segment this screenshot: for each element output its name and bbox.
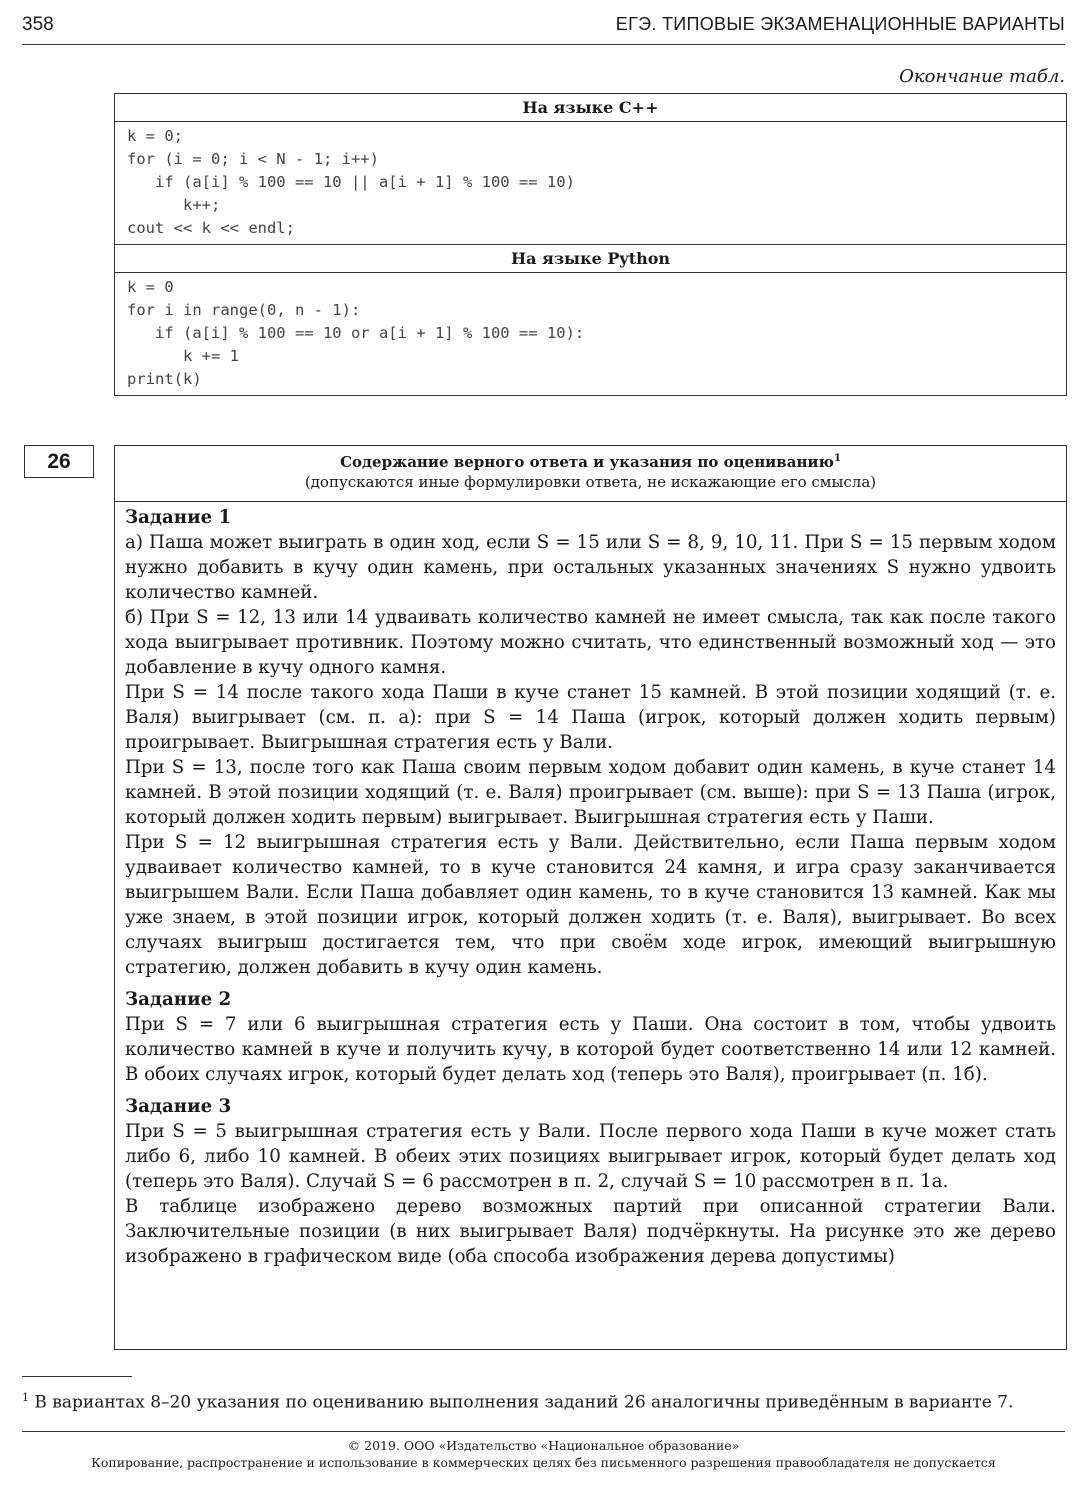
task-1-part-a: а) Паша может выиграть в один ход, если S = 15 или S = 8, 9, 10, 11. При S = 15 первым ходом нужно добавить в кучу один камень, при остальных указанных значениях S нужно удвоить количество камней. <box>125 532 1056 603</box>
task-1-title: Задание 1 <box>125 507 232 528</box>
table-caption: Окончание табл. <box>899 66 1065 87</box>
page-number: 358 <box>22 14 54 35</box>
footnote-ref: 1 <box>833 453 841 464</box>
code-table <box>114 93 1067 396</box>
code-line: k = 0; <box>127 127 183 145</box>
cpp-heading: На языке С++ <box>115 94 1066 122</box>
footnote-divider <box>22 1376 132 1377</box>
code-line: if (a[i] % 100 == 10 or a[i + 1] % 100 == 10): <box>127 324 585 342</box>
footnote-mark: 1 <box>22 1391 29 1404</box>
task-3-text-b: В таблице изображено дерево возможных партий при описанной стратегии Вали. Заключительные позиции (в них выигрывает Валя) подчёркнуты. На рисунке это же дерево изображено в графическом виде (оба способа изображения дерева допустимы) <box>125 1196 1056 1267</box>
python-heading: На языке Python <box>115 244 1066 273</box>
task-1-s14: При S = 14 после такого хода Паши в куче станет 15 камней. В этой позиции ходящий (т. е. Валя) выигрывает (см. п. а): при S = 14 Паша (игрок, который должен ходить первым) проигрывает. Выигрышная стратегия есть у Вали. <box>125 682 1056 753</box>
copyright-notice: Копирование, распространение и использование в коммерческих целях без письменного разрешения правообладателя не допускается <box>91 1455 996 1470</box>
answer-subheading: (допускаются иные формулировки ответа, не искажающие его смысла) <box>304 473 877 491</box>
task-1-s12: При S = 12 выигрышная стратегия есть у Вали. Действительно, если Паша первым ходом удваивает количество камней, то в куче становится 24 камня, и игра сразу заканчивается выигрышем Вали. Если Паша добавляет один камень, то в куче становится 13 камней. Как мы уже знаем, в этой позиции игрок, который должен ходить (т. е. Валя), выигрывает. Во всех случаях выигрыш достигается тем, что при своём ходе игрок, имеющий выигрышную стратегию, должен добавить в кучу один камень. <box>125 832 1056 978</box>
code-line: if (a[i] % 100 == 10 || a[i + 1] % 100 == 10) <box>127 173 575 191</box>
footer-divider <box>22 1431 1065 1432</box>
answer-body <box>115 502 1066 1269</box>
task-1-part-b: б) При S = 12, 13 или 14 удваивать количество камней не имеет смысла, так как после такого хода выигрывает противник. Поэтому можно считать, что единственный возможный ход — это добавление в кучу одного камня. <box>125 607 1056 678</box>
task-2-text: При S = 7 или 6 выигрышная стратегия есть у Паши. Она состоит в том, чтобы удвоить количество камней в куче и получить кучу, в которой будет соответственно 14 или 12 камней. В обоих случаях игрок, который будет делать ход (теперь это Валя), проигрывает (п. 1б). <box>125 1014 1056 1085</box>
code-line: k++; <box>127 196 221 214</box>
code-line: k += 1 <box>127 347 239 365</box>
task-1-s13: При S = 13, после того как Паша своим первым ходом добавит один камень, в куче станет 14 камней. В этой позиции ходящий (т. е. Валя) проигрывает (см. выше): при S = 13 Паша (игрок, который должен ходить первым) выигрывает. Выигрышная стратегия есть у Паши. <box>125 757 1056 828</box>
answer-heading-text: Содержание верного ответа и указания по оцениванию <box>340 453 834 471</box>
task-number-box: 26 <box>24 445 94 478</box>
footnote <box>22 1391 1065 1413</box>
code-line: for i in range(0, n - 1): <box>127 301 361 319</box>
python-code-block <box>115 273 1066 395</box>
code-line: cout << k << endl; <box>127 219 295 237</box>
copyright: © 2019. ООО «Издательство «Национальное образование» <box>347 1438 740 1453</box>
code-line: for (i = 0; i < N - 1; i++) <box>127 150 379 168</box>
task-3-text-a: При S = 5 выигрышная стратегия есть у Вали. После первого хода Паши в куче может стать либо 6, либо 10 камней. В обеих этих позициях выигрывает игрок, который будет делать ход (теперь это Валя). Случай S = 6 рассмотрен в п. 2, случай S = 10 рассмотрен в п. 1а. <box>125 1121 1056 1192</box>
answer-heading <box>115 446 1066 502</box>
header-divider <box>22 44 1065 45</box>
code-line: print(k) <box>127 370 202 388</box>
cpp-code-block <box>115 122 1066 244</box>
answer-table <box>114 445 1067 1350</box>
task-2-title: Задание 2 <box>125 989 232 1010</box>
footnote-text: В вариантах 8–20 указания по оцениванию выполнения заданий 26 аналогичны приведённым в варианте 7. <box>29 1392 1014 1413</box>
book-title: ЕГЭ. ТИПОВЫЕ ЭКЗАМЕНАЦИОННЫЕ ВАРИАНТЫ <box>615 14 1065 34</box>
code-line: k = 0 <box>127 278 174 296</box>
task-3-title: Задание 3 <box>125 1096 232 1117</box>
